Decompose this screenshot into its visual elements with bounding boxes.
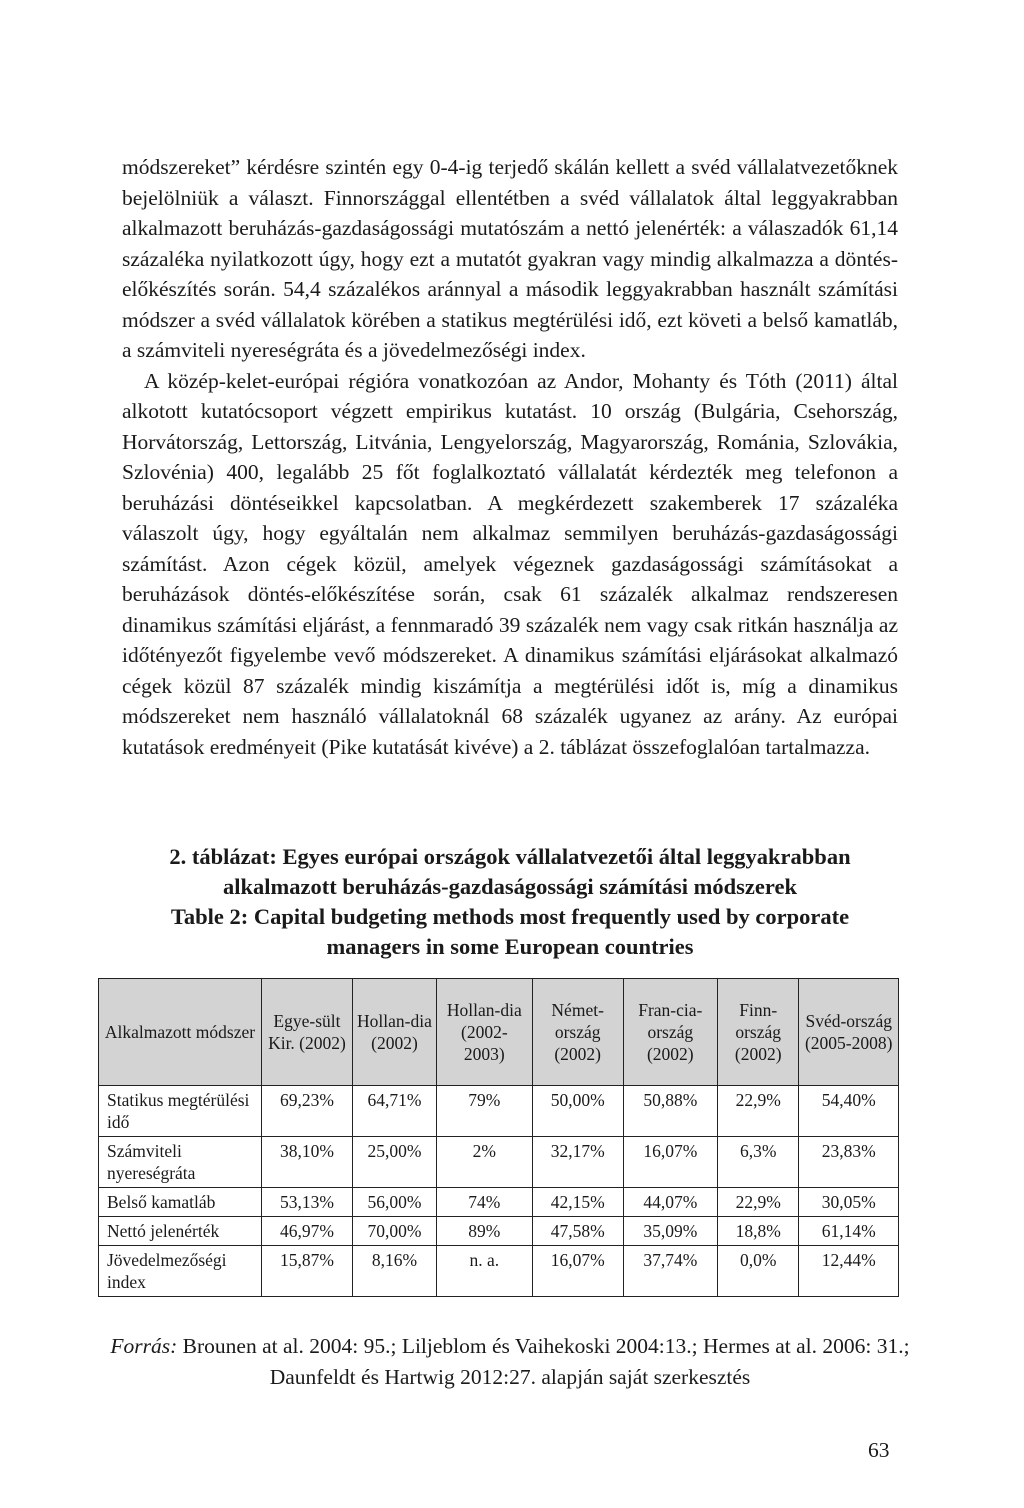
- source-note: [110, 1331, 910, 1393]
- header-sweden: Svéd-ország (2005-2008): [799, 979, 899, 1086]
- table-cell: 25,00%: [352, 1137, 436, 1188]
- header-germany: Német-ország (2002): [532, 979, 623, 1086]
- row-label: Statikus megtérülési idő: [99, 1086, 262, 1137]
- table-cell: 22,9%: [717, 1188, 798, 1217]
- paragraph-1: módszereket” kérdésre szintén egy 0-4-ig terjedő skálán kellett a svéd vállalatvezetőknek bejelölniük a választ. Finnországgal ellentétben a svéd vállalatok által leggyakrabban alkalmazott beruházás-gazdaságossági mutatószám a nettó jelenérték: a válaszadók 61,14 százaléka nyilatkozott úgy, hogy ezt a mutatót gyakran vagy mindig alkalmazza a döntés-előkészítés során. 54,4 százalékos aránnyal a második leggyakrabban használt számítási módszer a svéd vállalatok körében a statikus megtérülési idő, ezt követi a belső kamatláb, a számviteli nyereségráta és a jövedelmezőségi index.: [122, 155, 898, 362]
- table-cell: 16,07%: [623, 1137, 717, 1188]
- table-cell: 47,58%: [532, 1217, 623, 1246]
- row-label: Jövedelmezőségi index: [99, 1246, 262, 1297]
- table-cell: 44,07%: [623, 1188, 717, 1217]
- table-cell: 35,09%: [623, 1217, 717, 1246]
- table-cell: 12,44%: [799, 1246, 899, 1297]
- header-netherlands-2002: Hollan-dia (2002): [352, 979, 436, 1086]
- table-cell: 6,3%: [717, 1137, 798, 1188]
- table-row: [99, 1137, 899, 1188]
- table-row: [99, 1086, 899, 1137]
- row-label: Számviteli nyereségráta: [99, 1137, 262, 1188]
- table-cell: 30,05%: [799, 1188, 899, 1217]
- table-cell: 23,83%: [799, 1137, 899, 1188]
- header-uk: Egye-sült Kir. (2002): [262, 979, 353, 1086]
- table-cell: 38,10%: [262, 1137, 353, 1188]
- source-label: Forrás:: [110, 1334, 178, 1358]
- body-text: [122, 152, 898, 762]
- paragraph-2: A közép-kelet-európai régióra vonatkozóan az Andor, Mohanty és Tóth (2011) által alkotott kutatócsoport végzett empirikus kutatást. 10 ország (Bulgária, Csehország, Horvátország, Lettország, Litvánia, Lengyelország, Magyarország, Románia, Szlovákia, Szlovénia) 400, legalább 25 főt foglalkoztató vállalatát kérdezték meg telefonon a beruházási döntéseikkel kapcsolatban. A megkérdezett szakemberek 17 százaléka válaszolt úgy, hogy egyáltalán nem alkalmaz semmilyen beruházás-gazdaságossági számítást. Azon cégek közül, amelyek végeznek gazdaságossági számításokat a beruházások döntés-előkészítése során, csak 61 százalék alkalmaz rendszeresen dinamikus számítási eljárást, a fennmaradó 39 százalék nem vagy csak ritkán használja az időtényezőt figyelembe vevő módszereket. A dinamikus számítási eljárásokat alkalmazó cégek közül 87 százalék mindig kiszámítja a megtérülési időt is, míg a dinamikus módszereket nem használó vállalatoknál 68 százalék ugyanez az arány. Az európai kutatások eredményeit (Pike kutatását kivéve) a 2. táblázat összefoglalóan tartalmazza.: [122, 368, 898, 759]
- table-cell: 37,74%: [623, 1246, 717, 1297]
- header-france: Fran-cia-ország (2002): [623, 979, 717, 1086]
- header-finland: Finn-ország (2002): [717, 979, 798, 1086]
- table-cell: 42,15%: [532, 1188, 623, 1217]
- table-cell: 74%: [436, 1188, 532, 1217]
- table-row: [99, 1246, 899, 1297]
- table-header-row: [99, 979, 899, 1086]
- page-number: 63: [868, 1438, 890, 1462]
- caption-hu-line-1: 2. táblázat: Egyes európai országok vállalatvezetői által leggyakrabban: [169, 844, 851, 869]
- header-method: Alkalmazott módszer: [99, 979, 262, 1086]
- table-row: [99, 1188, 899, 1217]
- table-row: [99, 1217, 899, 1246]
- header-netherlands-2002-2003: Hollan-dia (2002-2003): [436, 979, 532, 1086]
- table-cell: 2%: [436, 1137, 532, 1188]
- table-cell: 0,0%: [717, 1246, 798, 1297]
- row-label: Nettó jelenérték: [99, 1217, 262, 1246]
- table-cell: 79%: [436, 1086, 532, 1137]
- caption-en-line-1: Table 2: Capital budgeting methods most frequently used by corporate: [170, 904, 850, 929]
- table-caption: [110, 842, 910, 962]
- table-cell: 64,71%: [352, 1086, 436, 1137]
- table-cell: n. a.: [436, 1246, 532, 1297]
- row-label: Belső kamatláb: [99, 1188, 262, 1217]
- table-cell: 54,40%: [799, 1086, 899, 1137]
- table-cell: 32,17%: [532, 1137, 623, 1188]
- caption-hu-line-2: alkalmazott beruházás-gazdaságossági számítási módszerek: [223, 874, 797, 899]
- table-cell: 50,00%: [532, 1086, 623, 1137]
- table-cell: 46,97%: [262, 1217, 353, 1246]
- table-cell: 61,14%: [799, 1217, 899, 1246]
- table-cell: 89%: [436, 1217, 532, 1246]
- table-cell: 22,9%: [717, 1086, 798, 1137]
- source-text: Brounen at al. 2004: 95.; Liljeblom és Vaihekoski 2004:13.; Hermes at al. 2006: 31.; Daunfeldt és Hartwig 2012:27. alapján saját szerkesztés: [182, 1334, 910, 1389]
- table-cell: 8,16%: [352, 1246, 436, 1297]
- table-cell: 56,00%: [352, 1188, 436, 1217]
- table-cell: 18,8%: [717, 1217, 798, 1246]
- table-cell: 69,23%: [262, 1086, 353, 1137]
- table-cell: 50,88%: [623, 1086, 717, 1137]
- caption-en-line-2: managers in some European countries: [326, 934, 694, 959]
- table-cell: 53,13%: [262, 1188, 353, 1217]
- capital-budgeting-table: [98, 978, 899, 1297]
- table-cell: 70,00%: [352, 1217, 436, 1246]
- table-cell: 16,07%: [532, 1246, 623, 1297]
- table-cell: 15,87%: [262, 1246, 353, 1297]
